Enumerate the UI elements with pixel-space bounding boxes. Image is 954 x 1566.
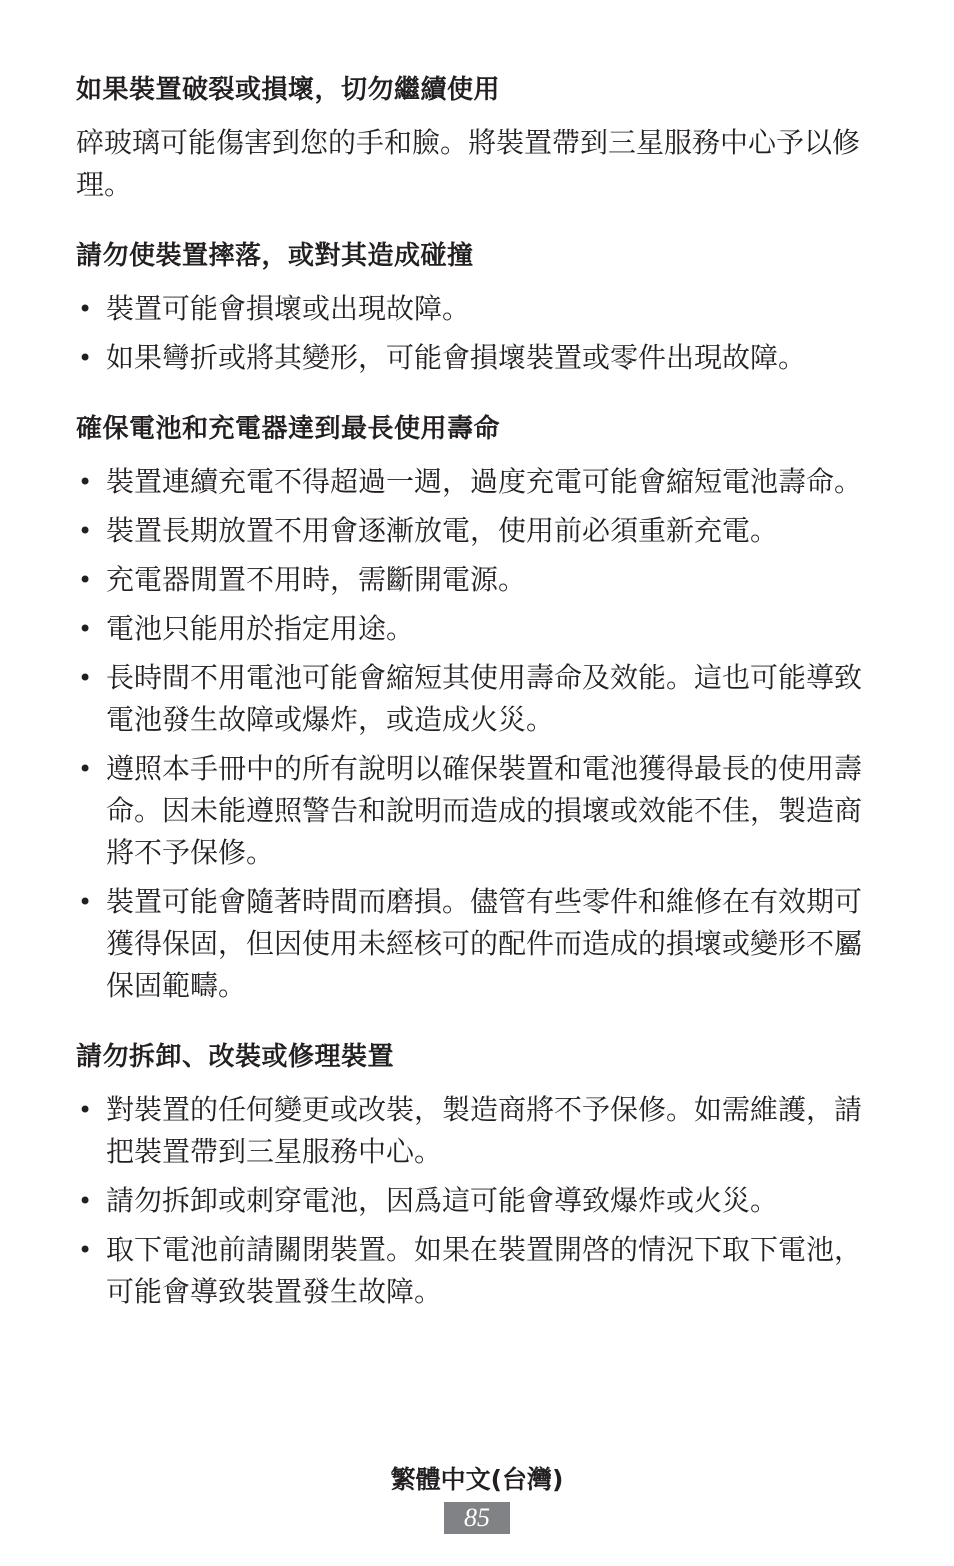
page-content [76,70,876,1343]
list-item-text: 取下電池前請關閉裝置。如果在裝置開啓的情況下取下電池，可能會導致裝置發生故障。 [106,1233,863,1308]
list-item [76,337,876,379]
list-item-text: 對裝置的任何變更或改裝，製造商將不予保修。如需維護，請把裝置帶到三星服務中心。 [106,1093,863,1168]
bullet-icon: • [78,295,93,323]
section-heading: 請勿使裝置摔落，或對其造成碰撞 [76,241,474,271]
list-item-text: 電池只能用於指定用途。 [106,612,415,645]
bullet-icon: • [78,615,93,643]
bullet-list [76,461,876,1007]
list-item [76,748,876,874]
list-item [76,461,876,503]
section-heading: 請勿拆卸、改裝或修理裝置 [76,1042,395,1072]
section-heading: 如果裝置破裂或損壞，切勿繼續使用 [76,75,501,105]
list-item [76,288,876,330]
bullet-list [76,1089,876,1313]
bullet-icon: • [78,1236,93,1264]
bullet-icon: • [78,1187,93,1215]
bullet-icon: • [78,344,93,372]
bullet-icon: • [78,755,93,783]
bullet-icon: • [78,566,93,594]
footer-language-label: 繁體中文(台灣) [390,1465,564,1494]
section-paragraph: 碎玻璃可能傷害到您的手和臉。將裝置帶到三星服務中心予以修理。 [76,126,861,201]
list-item-text: 裝置可能會損壞或出現故障。 [106,292,471,325]
bullet-list [76,288,876,379]
list-item-text: 遵照本手冊中的所有說明以確保裝置和電池獲得最長的使用壽命。因未能遵照警告和說明而造成的損壞或效能不佳，製造商將不予保修。 [106,752,863,869]
bullet-icon: • [78,517,93,545]
list-item [76,1229,876,1313]
section-disassembly [76,1037,876,1313]
list-item-text: 充電器閒置不用時，需斷開電源。 [106,563,527,596]
list-item-text: 請勿拆卸或刺穿電池，因爲這可能會導致爆炸或火災。 [106,1184,779,1217]
section-battery-life [76,409,876,1007]
list-item [76,1180,876,1222]
list-item [76,1089,876,1173]
bullet-icon: • [78,664,93,692]
list-item [76,559,876,601]
section-heading: 確保電池和充電器達到最長使用壽命 [76,414,501,444]
page-footer [0,1462,954,1534]
bullet-icon: • [78,1096,93,1124]
list-item [76,657,876,741]
list-item [76,608,876,650]
bullet-icon: • [78,888,93,916]
list-item-text: 裝置連續充電不得超過一週，過度充電可能會縮短電池壽命。 [106,465,863,498]
list-item [76,881,876,1007]
section-drop-impact [76,236,876,379]
list-item-text: 長時間不用電池可能會縮短其使用壽命及效能。這也可能導致電池發生故障或爆炸，或造成火災。 [106,661,863,736]
bullet-icon: • [78,468,93,496]
list-item [76,510,876,552]
page-number: 85 [444,1502,510,1534]
section-damaged-device [76,70,876,206]
list-item-text: 裝置可能會隨著時間而磨損。儘管有些零件和維修在有效期可獲得保固，但因使用未經核可的配件而造成的損壞或變形不屬保固範疇。 [106,885,863,1002]
list-item-text: 裝置長期放置不用會逐漸放電，使用前必須重新充電。 [106,514,779,547]
list-item-text: 如果彎折或將其變形，可能會損壞裝置或零件出現故障。 [106,341,807,374]
